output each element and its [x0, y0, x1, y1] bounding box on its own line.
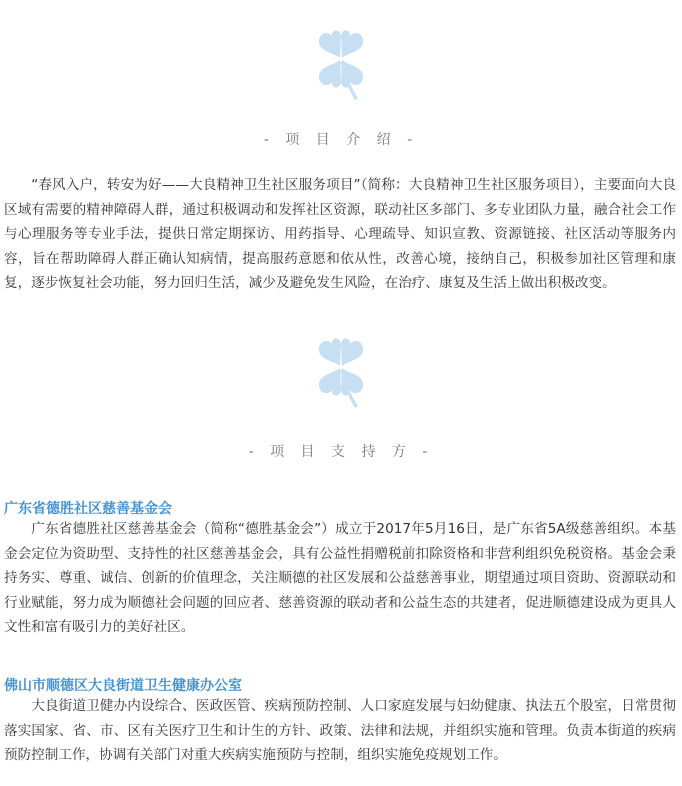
clover-icon: [0, 330, 682, 410]
section-title-intro: - 项 目 介 绍 -: [263, 132, 419, 148]
supporter-name-foundation: 广东省德胜社区慈善基金会: [4, 501, 172, 517]
supporter-description-health-office: 大良街道卫健办内设综合、医政医管、疾病预防控制、人口家庭发展与妇幼健康、执法五个股室，日常贯彻落实国家、省、市、区有关医疗卫生和计生的方针、政策、法律和法规，并组织实施和管理。负责本街道的疾病预防控制工作，协调有关部门对重大疾病实施预防与控制，组织实施免疫规划工作。: [4, 698, 676, 763]
intro-paragraph: “春风入户，转安为好——大良精神卫生社区服务项目”（简称：大良精神卫生社区服务项目），主要面向大良区域有需要的精神障碍人群，通过积极调动和发挥社区资源，联动社区多部门、多专业团队力量，融合社会工作与心理服务等专业手法，提供日常定期探访、用药指导、心理疏导、知识宣教、资源链接、社区活动等服务内容，旨在帮助障碍人群正确认知病情，提高服药意愿和依从性，改善心境，接纳自己，积极参加社区管理和康复，逐步恢复社会功能，努力回归生活，减少及避免发生风险，在治疗、康复及生活上做出积极改变。: [4, 177, 676, 291]
section-title-supporters: - 项 目 支 持 方 -: [248, 444, 434, 460]
supporter-description-foundation: 广东省德胜社区慈善基金会（简称“德胜基金会”）成立于2017年5月16日，是广东省5A级慈善组织。本基金会定位为资助型、支持性的社区慈善基金会，具有公益性捐赠税前扣除资格和非营利组织免税资格。基金会秉持务实、尊重、诚信、创新的价值理念，关注顺德的社区发展和公益慈善事业，期望通过项目资助、资源联动和行业赋能，努力成为顺德社会问题的回应者、慈善资源的联动者和公益生态的共建者，促进顺德建设成为更具人文性和富有吸引力的美好社区。: [4, 521, 676, 635]
supporter-name-health-office: 佛山市顺德区大良街道卫生健康办公室: [4, 678, 242, 694]
clover-icon: [0, 22, 682, 102]
